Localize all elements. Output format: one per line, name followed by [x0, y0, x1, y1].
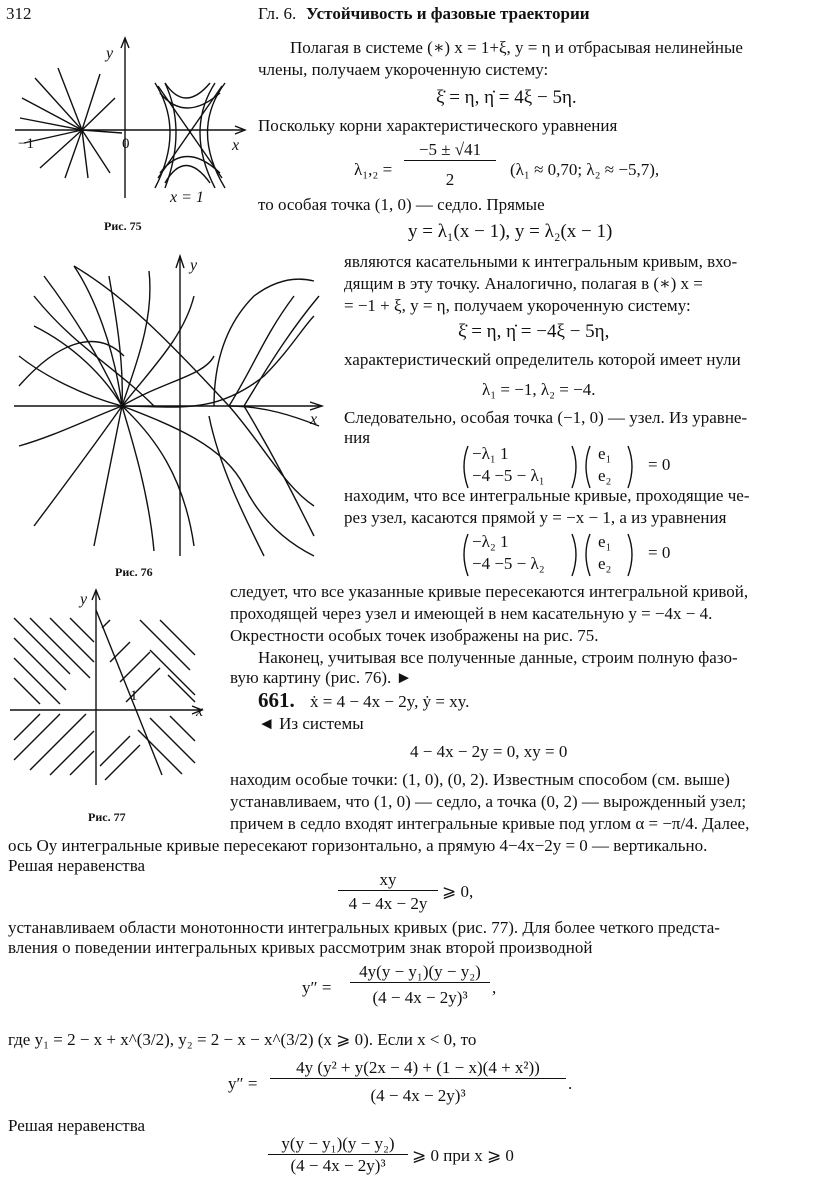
text-line-1: Полагая в системе (∗) x = 1+ξ, y = η и отбрасывая нелинейные: [290, 38, 743, 57]
chapter-label: Гл. 6.: [258, 4, 297, 23]
vector-2-row-1: e₁: [598, 532, 612, 551]
inequality-2-denominator: (4 − 4x − 2y)³: [290, 1156, 386, 1175]
page-number: 312: [6, 4, 32, 23]
text-line-25: вления о поведении интегральных кривых рассмотрим знак второй производной: [8, 938, 593, 957]
equation-5: λ₁ = −1, λ₂ = −4.: [482, 380, 596, 399]
figure-75: [10, 38, 250, 208]
text-line-15: Окрестности особых точек изображены на рис. 75.: [230, 626, 599, 645]
equation-7-end: ,: [492, 978, 497, 997]
fig77-hatching: [14, 618, 195, 780]
inequality-2-rhs: ⩾ 0 при x ⩾ 0: [412, 1146, 514, 1165]
fig77-y-label: y: [80, 591, 88, 608]
fig75-x-eq-1: x = 1: [170, 189, 204, 206]
fig76-caption: Рис. 76: [115, 565, 153, 579]
text-line-22: ось Oy интегральные кривые пересекают горизонтально, а прямую 4−4x−2y = 0 — вертикально.: [8, 836, 708, 855]
problem-text: ẋ = 4 − 4x − 2y, ẏ = xy.: [310, 692, 470, 711]
fig76-x-label: x: [310, 411, 318, 428]
figure-77: [10, 590, 210, 790]
fig77-caption: Рис. 77: [88, 810, 126, 824]
fig75-x-label: x: [232, 137, 240, 154]
text-line-4: то особая точка (1, 0) — седло. Прямые: [258, 195, 545, 214]
text-line-8: характеристический определитель которой имеет нули: [344, 350, 741, 369]
matrix-2-row-1: −λ₂ 1: [472, 532, 509, 551]
fig75-zero: 0: [122, 136, 130, 152]
vector-2-row-2: e₂: [598, 554, 612, 573]
fig77-one-label: 1: [130, 688, 138, 704]
equation-2-rhs: (λ₁ ≈ 0,70; λ₂ ≈ −5,7),: [510, 160, 660, 179]
equation-2-lhs: λ₁,₂ =: [354, 160, 393, 179]
text-line-17: вую картину (рис. 76). ►: [230, 668, 413, 687]
inequality-1-rhs: ⩾ 0,: [442, 882, 474, 901]
text-line-12: рез узел, касаются прямой y = −x − 1, а из уравнения: [344, 508, 727, 527]
equation-2-numerator: −5 ± √41: [404, 140, 496, 161]
matrix-1-equals: = 0: [648, 455, 671, 474]
text-line-20: устанавливаем, что (1, 0) — седло, а точка (0, 2) — вырожденный узел;: [230, 792, 747, 811]
fig75-node-curves: [20, 68, 122, 178]
text-line-7: = −1 + ξ, y = η, получаем укороченную систему:: [344, 296, 691, 315]
text-line-9: Следовательно, особая точка (−1, 0) — узел. Из уравне-: [344, 408, 748, 427]
equation-7-numerator: 4y(y − y₁)(y − y₂): [350, 962, 490, 983]
fig76-y-label: y: [190, 257, 198, 274]
text-line-10: ния: [344, 428, 371, 447]
fig75-minus-one: −1: [18, 136, 34, 152]
text-line-26: где y₁ = 2 − x + x^(3/2), y₂ = 2 − x − x^(3/2) (x ⩾ 0). Если x < 0, то: [8, 1030, 477, 1049]
text-line-24: устанавливаем области монотонности интегральных кривых (рис. 77). Для более четкого предста-: [8, 918, 720, 937]
fig77-boundary-line: [96, 610, 162, 775]
fig76-phase-curves: [19, 266, 319, 556]
problem-number: 661.: [258, 688, 295, 712]
fig75-caption: Рис. 75: [104, 219, 142, 233]
text-line-19: находим особые точки: (1, 0), (0, 2). Известным способом (см. выше): [230, 770, 730, 789]
vector-1-row-2: e₂: [598, 466, 612, 485]
text-line-14: проходящей через узел и имеющей в нем касательную y = −4x − 4.: [230, 604, 713, 623]
text-line-16: Наконец, учитывая все полученные данные, строим полную фазо-: [258, 648, 738, 667]
inequality-1-denominator: 4 − 4x − 2y: [348, 894, 428, 913]
equation-8-lhs: y″ =: [228, 1074, 258, 1093]
equation-8-end: .: [568, 1074, 573, 1093]
equation-3: y = λ₁(x − 1), y = λ₂(x − 1): [408, 221, 613, 242]
text-line-27: Решая неравенства: [8, 1116, 146, 1135]
inequality-2-numerator: y(y − y₁)(y − y₂): [268, 1134, 408, 1155]
text-line-6: дящим в эту точку. Аналогично, полагая в (∗) x =: [344, 274, 703, 293]
chapter-title: Устойчивость и фазовые траектории: [306, 4, 590, 23]
matrix-1-row-2: −4 −5 − λ₁: [472, 466, 545, 485]
text-line-18: ◄ Из системы: [258, 714, 364, 733]
fig77-x-label: x: [196, 703, 204, 720]
vector-1-row-1: e₁: [598, 444, 612, 463]
fig75-y-label: y: [106, 45, 114, 62]
matrix-2-row-2: −4 −5 − λ₂: [472, 554, 545, 573]
equation-2-denominator: 2: [445, 170, 455, 189]
text-line-11: находим, что все интегральные кривые, проходящие че-: [344, 486, 750, 505]
equation-1: ξ̇ = η, η̇ = 4ξ − 5η.: [436, 87, 577, 108]
text-line-2: члены, получаем укороченную систему:: [258, 60, 549, 79]
equation-8-denominator: (4 − 4x − 2y)³: [370, 1086, 466, 1105]
equation-6: 4 − 4x − 2y = 0, xy = 0: [410, 742, 568, 761]
matrix-2-equals: = 0: [648, 543, 671, 562]
text-line-23: Решая неравенства: [8, 856, 146, 875]
text-line-21: причем в седло входят интегральные кривые под углом α = −π/4. Далее,: [230, 814, 750, 833]
figure-76: [14, 256, 334, 556]
equation-8-numerator: 4y (y² + y(2x − 4) + (1 − x)(4 + x²)): [270, 1058, 566, 1079]
text-line-3: Поскольку корни характеристического уравнения: [258, 116, 618, 135]
equation-4: ξ̇ = η, η̇ = −4ξ − 5η,: [458, 321, 610, 342]
text-line-5: являются касательными к интегральным кривым, вхо-: [344, 252, 738, 271]
equation-7-lhs: y″ =: [302, 978, 332, 997]
equation-7-denominator: (4 − 4x − 2y)³: [372, 988, 468, 1007]
text-line-13: следует, что все указанные кривые пересекаются интегральной кривой,: [230, 582, 749, 601]
inequality-1-numerator: xy: [338, 870, 438, 891]
fig75-saddle-curves: [155, 83, 225, 188]
matrix-1-row-1: −λ₁ 1: [472, 444, 509, 463]
